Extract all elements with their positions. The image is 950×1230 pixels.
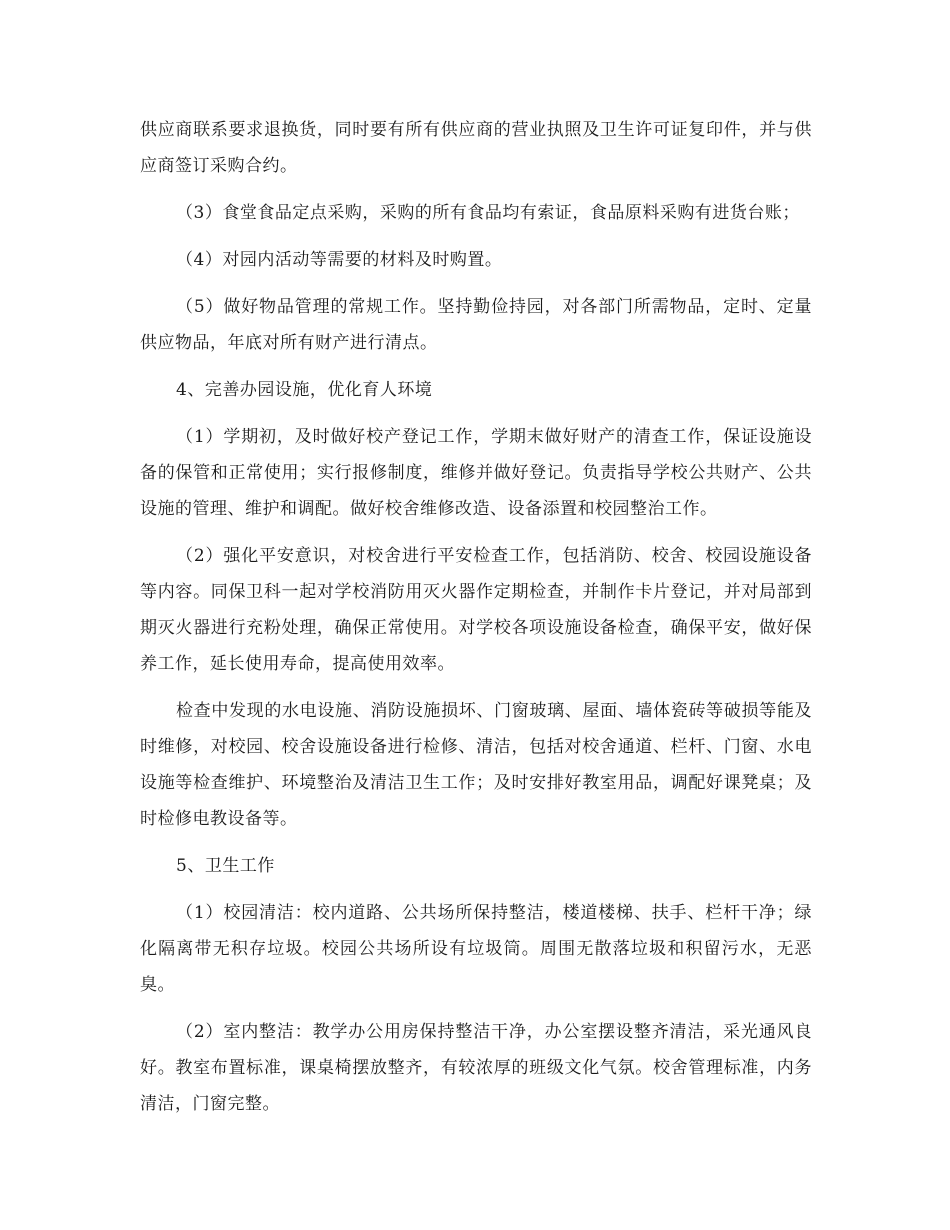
paragraph-hygiene-item-1: （1）校园清洁：校内道路、公共场所保持整洁，楼道楼梯、扶手、栏杆干净；绿化隔离带无积存垃圾。校园公共场所设有垃圾筒。周围无散落垃圾和积留污水，无恶臭。 <box>140 903 812 995</box>
section-heading-4-facilities: 4、完善办园设施，优化育人环境 <box>176 380 433 400</box>
paragraph-facilities-item-1: （1）学期初，及时做好校产登记工作，学期末做好财产的清查工作，保证设施设备的保管和正常使用；实行报修制度，维修并做好登记。负责指导学校公共财产、公共设施的管理、维护和调配。做好校舍维修改造、设备添置和校园整治工作。 <box>140 427 812 519</box>
paragraph-hygiene-item-2: （2）室内整洁：教学办公用房保持整洁干净，办公室摆设整齐清洁，采光通风良好。教室布置标准，课桌椅摆放整齐，有较浓厚的班级文化气氛。校舍管理标准，内务清洁，门窗完整。 <box>140 1022 812 1114</box>
paragraph-supplier-continuation: 供应商联系要求退换货，同时要有所有供应商的营业执照及卫生许可证复印件，并与供应商签订采购合约。 <box>140 120 812 176</box>
paragraph-inspection: 检查中发现的水电设施、消防设施损坏、门窗玻璃、屋面、墙体瓷砖等破损等能及时维修，对校园、校舍设施设备进行检修、清洁，包括对校舍通道、栏杆、门窗、水电设施等检查维护、环境整治及清洁卫生工作；及时安排好教室用品，调配好课凳桌；及时检修电教设备等。 <box>140 701 812 829</box>
paragraph-item-3-canteen: （3）食堂食品定点采购，采购的所有食品均有索证，食品原料采购有进货台账； <box>176 203 800 223</box>
paragraph-item-4-materials: （4）对园内活动等需要的材料及时购置。 <box>176 250 503 270</box>
section-heading-5-hygiene: 5、卫生工作 <box>176 856 275 876</box>
paragraph-item-5-goods: （5）做好物品管理的常规工作。坚持勤俭持园，对各部门所需物品，定时、定量供应物品，年底对所有财产进行清点。 <box>140 297 812 353</box>
paragraph-facilities-item-2: （2）强化平安意识，对校舍进行平安检查工作，包括消防、校舍、校园设施设备等内容。同保卫科一起对学校消防用灭火器作定期检查，并制作卡片登记，并对局部到期灭火器进行充粉处理，确保正常使用。对学校各项设施设备检查，确保平安，做好保养工作，延长使用寿命，提高使用效率。 <box>140 546 812 674</box>
document-body <box>140 112 812 1133</box>
